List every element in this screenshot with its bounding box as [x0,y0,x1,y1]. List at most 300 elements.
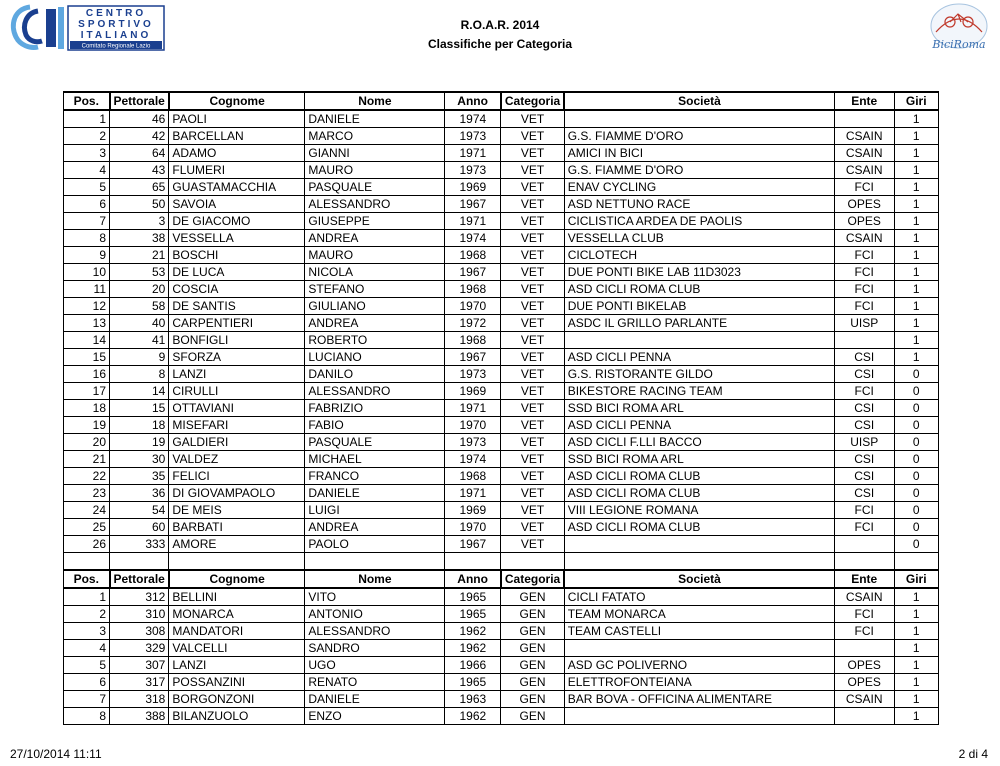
cell-categoria: GEN [501,588,564,606]
cell-nome: ANDREA [305,519,445,536]
table-row [64,230,939,247]
cell-societa: VESSELLA CLUB [564,230,834,247]
table-row [64,451,939,468]
cell-pos: 20 [64,434,110,451]
cell-pos: 22 [64,468,110,485]
cell-nome: VITO [305,588,445,606]
table-row [64,383,939,400]
cell-ente: FCI [834,502,894,519]
cell-pettorale: 333 [110,536,169,553]
cell-anno: 1968 [445,332,501,349]
cell-ente: FCI [834,383,894,400]
cell-pettorale: 42 [110,128,169,145]
cell-cognome: BARBATI [169,519,305,536]
cell-nome: FABIO [305,417,445,434]
cell-giri: 1 [894,588,938,606]
cell-giri: 1 [894,332,938,349]
cell-anno: 1970 [445,298,501,315]
cell-categoria: VET [501,196,564,213]
cell-nome: ROBERTO [305,332,445,349]
cell-cognome: FELICI [169,468,305,485]
cell-societa: BIKESTORE RACING TEAM [564,383,834,400]
cell-pettorale: 312 [110,588,169,606]
cell-pettorale: 65 [110,179,169,196]
cell-societa: ASD CICLI PENNA [564,349,834,366]
cell-giri: 1 [894,162,938,179]
cell-ente: OPES [834,674,894,691]
cell-societa: AMICI IN BICI [564,145,834,162]
cell-pettorale: 41 [110,332,169,349]
cell-cognome: COSCIA [169,281,305,298]
cell-ente: CSAIN [834,588,894,606]
cell-nome: RENATO [305,674,445,691]
cell-pos: 4 [64,162,110,179]
cell-categoria: VET [501,468,564,485]
cell-nome: UGO [305,657,445,674]
cell-pettorale: 21 [110,247,169,264]
cell-nome: ANDREA [305,315,445,332]
cell-anno: 1962 [445,640,501,657]
cell-pos: 15 [64,349,110,366]
cell-pettorale: 43 [110,162,169,179]
cell-societa: BAR BOVA - OFFICINA ALIMENTARE [564,691,834,708]
column-header-pos: Pos. [64,92,110,110]
cell-societa: ASD CICLI F.LLI BACCO [564,434,834,451]
cell-anno: 1969 [445,383,501,400]
cell-anno: 1965 [445,674,501,691]
cell-cognome: PAOLI [169,110,305,128]
column-header-nome: Nome [305,570,445,588]
cell-cognome: CARPENTIERI [169,315,305,332]
cell-nome: DANILO [305,366,445,383]
cell-cognome: SAVOIA [169,196,305,213]
cell-pos: 19 [64,417,110,434]
cell-nome: DANIELE [305,691,445,708]
table-row [64,110,939,128]
cell-societa: VIII LEGIONE ROMANA [564,502,834,519]
cell-nome: MARCO [305,128,445,145]
footer-date: 27/10/2014 11:11 [10,747,102,761]
cell-categoria: VET [501,366,564,383]
cell-nome: FRANCO [305,468,445,485]
cell-ente: CSI [834,417,894,434]
cell-anno: 1971 [445,485,501,502]
cell-societa: G.S. FIAMME D'ORO [564,128,834,145]
logo-line3: ITALIANO [80,30,152,41]
cell-anno: 1971 [445,145,501,162]
cell-pos: 21 [64,451,110,468]
cell-nome: DANIELE [305,110,445,128]
cell-anno: 1967 [445,264,501,281]
cell-cognome: POSSANZINI [169,674,305,691]
table-row [64,145,939,162]
cell-societa: ASD CICLI ROMA CLUB [564,468,834,485]
cell-anno: 1973 [445,128,501,145]
cell-ente: CSAIN [834,230,894,247]
table-row [64,606,939,623]
spacer-row [64,553,939,571]
cell-pos: 8 [64,708,110,725]
cell-pos: 24 [64,502,110,519]
cell-giri: 1 [894,213,938,230]
table-row [64,708,939,725]
cell-societa: CICLOTECH [564,247,834,264]
table-row [64,366,939,383]
cell-societa: ASD CICLI ROMA CLUB [564,281,834,298]
column-header-societa: Società [564,570,834,588]
cell-ente: CSI [834,468,894,485]
cell-societa: G.S. FIAMME D'ORO [564,162,834,179]
cell-societa [564,640,834,657]
cell-categoria: VET [501,417,564,434]
cell-pettorale: 58 [110,298,169,315]
cell-anno: 1967 [445,349,501,366]
cell-societa [564,708,834,725]
cell-ente: CSI [834,366,894,383]
table-row [64,400,939,417]
cell-categoria: GEN [501,640,564,657]
cell-pettorale: 35 [110,468,169,485]
cell-giri: 1 [894,640,938,657]
cell-pos: 1 [64,110,110,128]
cell-categoria: GEN [501,606,564,623]
cell-pettorale: 38 [110,230,169,247]
cell-societa [564,332,834,349]
cell-giri: 1 [894,264,938,281]
cell-pos: 12 [64,298,110,315]
cell-pos: 18 [64,400,110,417]
cell-nome: LUIGI [305,502,445,519]
cell-giri: 0 [894,485,938,502]
cell-anno: 1967 [445,536,501,553]
cell-ente: FCI [834,247,894,264]
cell-giri: 1 [894,281,938,298]
cell-giri: 1 [894,315,938,332]
cell-pettorale: 329 [110,640,169,657]
cell-nome: ENZO [305,708,445,725]
cell-pettorale: 9 [110,349,169,366]
cell-giri: 0 [894,519,938,536]
cell-pettorale: 54 [110,502,169,519]
cell-ente: CSAIN [834,128,894,145]
cell-categoria: VET [501,485,564,502]
cell-giri: 1 [894,179,938,196]
cell-categoria: VET [501,536,564,553]
cell-ente: UISP [834,315,894,332]
header-row [64,92,939,110]
cell-categoria: VET [501,332,564,349]
cell-categoria: VET [501,281,564,298]
cell-pettorale: 20 [110,281,169,298]
cell-cognome: CIRULLI [169,383,305,400]
table-row [64,332,939,349]
cell-societa [564,536,834,553]
logo-line1: CENTRO [85,8,147,19]
cell-cognome: BILANZUOLO [169,708,305,725]
cell-pos: 7 [64,691,110,708]
column-header-giri: Giri [894,570,938,588]
cell-cognome: DE SANTIS [169,298,305,315]
cell-anno: 1963 [445,691,501,708]
cell-anno: 1965 [445,606,501,623]
column-header-ente: Ente [834,570,894,588]
cell-ente [834,332,894,349]
cell-giri: 1 [894,196,938,213]
cell-cognome: DE MEIS [169,502,305,519]
column-header-pos: Pos. [64,570,110,588]
cell-nome: PASQUALE [305,434,445,451]
cell-giri: 0 [894,468,938,485]
column-header-anno: Anno [445,570,501,588]
column-header-cognome: Cognome [169,92,305,110]
cell-pos: 5 [64,179,110,196]
cell-giri: 0 [894,502,938,519]
cell-pos: 14 [64,332,110,349]
cell-ente: OPES [834,657,894,674]
table-row [64,349,939,366]
column-header-anno: Anno [445,92,501,110]
cell-nome: GIUSEPPE [305,213,445,230]
cell-cognome: GALDIERI [169,434,305,451]
cell-giri: 1 [894,674,938,691]
column-header-cognome: Cognome [169,570,305,588]
cell-societa: DUE PONTI BIKELAB [564,298,834,315]
cell-pos: 25 [64,519,110,536]
cell-societa: ELETTROFONTEIANA [564,674,834,691]
cell-giri: 1 [894,128,938,145]
cell-pos: 10 [64,264,110,281]
cell-anno: 1968 [445,281,501,298]
table-row [64,588,939,606]
cell-societa: ASD CICLI PENNA [564,417,834,434]
cell-ente: OPES [834,196,894,213]
cell-pos: 17 [64,383,110,400]
cell-societa: TEAM MONARCA [564,606,834,623]
cell-pettorale: 50 [110,196,169,213]
cell-categoria: VET [501,434,564,451]
table-row [64,247,939,264]
cell-ente: OPES [834,213,894,230]
cell-pos: 11 [64,281,110,298]
cell-pettorale: 318 [110,691,169,708]
cell-categoria: GEN [501,657,564,674]
results-table [63,91,939,725]
cell-pos: 26 [64,536,110,553]
cell-cognome: BELLINI [169,588,305,606]
cell-anno: 1971 [445,213,501,230]
cell-pos: 6 [64,196,110,213]
table-row [64,417,939,434]
cell-pettorale: 308 [110,623,169,640]
table-row [64,485,939,502]
cell-categoria: VET [501,383,564,400]
cell-pettorale: 14 [110,383,169,400]
cell-societa: ASD CICLI ROMA CLUB [564,485,834,502]
table-row [64,691,939,708]
cell-cognome: SFORZA [169,349,305,366]
page-subtitle: Classifiche per Categoria [427,37,573,51]
cell-categoria: GEN [501,691,564,708]
cell-ente: CSI [834,485,894,502]
cell-pos: 5 [64,657,110,674]
cell-nome: ANTONIO [305,606,445,623]
cell-giri: 1 [894,230,938,247]
cell-ente: FCI [834,179,894,196]
cell-giri: 0 [894,451,938,468]
cell-anno: 1973 [445,434,501,451]
table-row [64,623,939,640]
table-row [64,640,939,657]
cell-cognome: GUASTAMACCHIA [169,179,305,196]
cell-nome: PASQUALE [305,179,445,196]
cell-societa: CICLI FATATO [564,588,834,606]
table-row [64,179,939,196]
cell-cognome: MISEFARI [169,417,305,434]
cell-cognome: VALDEZ [169,451,305,468]
cell-cognome: VESSELLA [169,230,305,247]
cell-giri: 1 [894,298,938,315]
cell-nome: STEFANO [305,281,445,298]
cell-anno: 1966 [445,657,501,674]
table-row [64,519,939,536]
cell-pettorale: 3 [110,213,169,230]
cell-categoria: VET [501,162,564,179]
page-title: R.O.A.R. 2014 [460,18,540,32]
column-header-giri: Giri [894,92,938,110]
column-header-categoria: Categoria [501,92,564,110]
cell-ente: FCI [834,264,894,281]
column-header-pettorale: Pettorale [110,570,169,588]
cell-pettorale: 310 [110,606,169,623]
cell-giri: 0 [894,400,938,417]
cell-cognome: LANZI [169,366,305,383]
cell-anno: 1973 [445,162,501,179]
cell-pettorale: 15 [110,400,169,417]
cell-categoria: GEN [501,708,564,725]
cell-pos: 9 [64,247,110,264]
cell-giri: 1 [894,606,938,623]
cell-pettorale: 307 [110,657,169,674]
cell-ente: FCI [834,519,894,536]
cell-giri: 1 [894,708,938,725]
cell-nome: MAURO [305,162,445,179]
cell-categoria: VET [501,298,564,315]
table-row [64,657,939,674]
cell-pettorale: 388 [110,708,169,725]
cell-giri: 1 [894,247,938,264]
table-row [64,128,939,145]
cell-cognome: VALCELLI [169,640,305,657]
cell-categoria: VET [501,451,564,468]
cell-ente: CSI [834,349,894,366]
cell-cognome: DI GIOVAMPAOLO [169,485,305,502]
cell-anno: 1965 [445,588,501,606]
cell-pos: 4 [64,640,110,657]
logo-text: BiciRoma [932,38,986,51]
cell-categoria: VET [501,128,564,145]
table-row [64,536,939,553]
logo-tagline: Comitato Regionale Lazio [81,43,151,50]
cell-pettorale: 8 [110,366,169,383]
cell-anno: 1974 [445,110,501,128]
table-row [64,468,939,485]
cell-anno: 1968 [445,468,501,485]
cell-categoria: VET [501,179,564,196]
cell-nome: NICOLA [305,264,445,281]
cell-giri: 0 [894,417,938,434]
cell-pettorale: 18 [110,417,169,434]
cell-giri: 0 [894,366,938,383]
cell-categoria: VET [501,145,564,162]
cell-anno: 1967 [445,196,501,213]
cell-pos: 16 [64,366,110,383]
cell-anno: 1974 [445,230,501,247]
cell-pos: 3 [64,623,110,640]
cell-ente [834,708,894,725]
cell-categoria: VET [501,400,564,417]
footer-page: 2 di 4 [958,747,988,761]
cell-categoria: VET [501,519,564,536]
cell-anno: 1968 [445,247,501,264]
cell-ente [834,110,894,128]
cell-pettorale: 60 [110,519,169,536]
cell-cognome: LANZI [169,657,305,674]
cell-nome: FABRIZIO [305,400,445,417]
cell-societa: SSD BICI ROMA ARL [564,400,834,417]
table-row [64,281,939,298]
table-row [64,264,939,281]
cell-cognome: DE GIACOMO [169,213,305,230]
cell-giri: 1 [894,349,938,366]
cell-societa: G.S. RISTORANTE GILDO [564,366,834,383]
cell-societa: ASD GC POLIVERNO [564,657,834,674]
cell-nome: ANDREA [305,230,445,247]
cell-pos: 13 [64,315,110,332]
cell-pos: 7 [64,213,110,230]
cell-nome: ALESSANDRO [305,623,445,640]
cell-nome: MICHAEL [305,451,445,468]
cell-anno: 1974 [445,451,501,468]
table-row [64,502,939,519]
cell-cognome: BONFIGLI [169,332,305,349]
cell-nome: PAOLO [305,536,445,553]
cell-nome: DANIELE [305,485,445,502]
cell-ente: CSAIN [834,162,894,179]
table-row [64,196,939,213]
column-header-pettorale: Pettorale [110,92,169,110]
cell-cognome: MONARCA [169,606,305,623]
table-row [64,434,939,451]
cell-categoria: VET [501,110,564,128]
cell-categoria: GEN [501,623,564,640]
cell-societa: DUE PONTI BIKE LAB 11D3023 [564,264,834,281]
cell-cognome: FLUMERI [169,162,305,179]
cell-pos: 2 [64,606,110,623]
cell-giri: 0 [894,383,938,400]
cell-cognome: ADAMO [169,145,305,162]
cell-cognome: OTTAVIANI [169,400,305,417]
cell-categoria: VET [501,349,564,366]
cell-categoria: VET [501,230,564,247]
cell-cognome: BORGONZONI [169,691,305,708]
table-row [64,315,939,332]
cell-giri: 1 [894,691,938,708]
cell-anno: 1969 [445,502,501,519]
cell-anno: 1970 [445,519,501,536]
cell-societa: ENAV CYCLING [564,179,834,196]
cell-cognome: BOSCHI [169,247,305,264]
cell-societa: TEAM CASTELLI [564,623,834,640]
